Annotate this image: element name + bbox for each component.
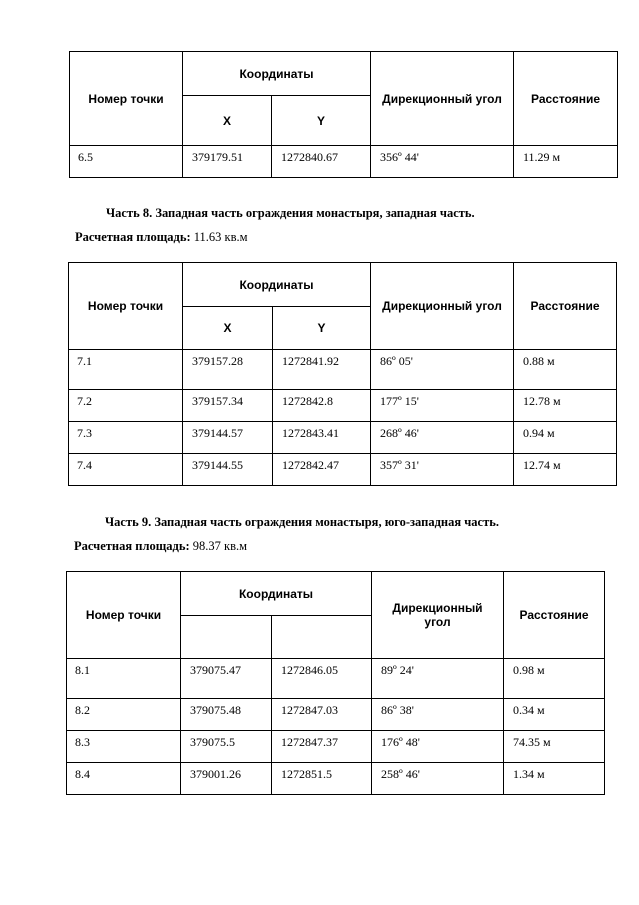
header-point-number: Номер точки bbox=[70, 52, 183, 146]
cell-point: 7.1 bbox=[69, 350, 183, 390]
header-direction-angle-line1: Дирекционный bbox=[392, 601, 483, 615]
part9-area-value: 98.37 кв.м bbox=[189, 539, 248, 553]
part8-area bbox=[75, 230, 248, 245]
cell-point: 8.2 bbox=[67, 699, 181, 731]
cell-y: 1272840.67 bbox=[272, 146, 371, 178]
cell-y: 1272842.47 bbox=[273, 454, 371, 486]
header-y: Y bbox=[272, 96, 371, 146]
cell-angle: 357º 31' bbox=[371, 454, 514, 486]
cell-angle: 258º 46' bbox=[372, 763, 504, 795]
cell-x: 379179.51 bbox=[183, 146, 272, 178]
table-row bbox=[69, 390, 617, 422]
header-y: Y bbox=[273, 307, 371, 350]
header-x: X bbox=[183, 96, 272, 146]
cell-x: 379157.34 bbox=[183, 390, 273, 422]
table-row bbox=[69, 350, 617, 390]
table-row bbox=[67, 699, 605, 731]
part8-area-label: Расчетная площадь: bbox=[75, 230, 191, 244]
cell-point: 8.1 bbox=[67, 659, 181, 699]
cell-distance: 1.34 м bbox=[504, 763, 605, 795]
header-distance: Расстояние bbox=[504, 572, 605, 659]
header-x-empty bbox=[181, 616, 272, 659]
cell-x: 379075.5 bbox=[181, 731, 272, 763]
header-direction-angle-line2: угол bbox=[424, 615, 451, 629]
part9-title bbox=[105, 515, 499, 530]
header-point-number: Номер точки bbox=[69, 263, 183, 350]
part9-area bbox=[74, 539, 247, 554]
cell-y: 1272847.03 bbox=[272, 699, 372, 731]
cell-point: 7.4 bbox=[69, 454, 183, 486]
header-coordinates: Координаты bbox=[183, 52, 371, 96]
cell-y: 1272847.37 bbox=[272, 731, 372, 763]
cell-distance: 0.88 м bbox=[514, 350, 617, 390]
cell-y: 1272843.41 bbox=[273, 422, 371, 454]
part8-area-value: 11.63 кв.м bbox=[190, 230, 248, 244]
coordinates-table-part9 bbox=[66, 571, 605, 795]
cell-x: 379144.57 bbox=[183, 422, 273, 454]
cell-distance: 0.34 м bbox=[504, 699, 605, 731]
coordinates-table-part7 bbox=[69, 51, 618, 178]
cell-point: 6.5 bbox=[70, 146, 183, 178]
header-direction-angle bbox=[372, 572, 504, 659]
table-row bbox=[69, 422, 617, 454]
cell-distance: 0.98 м bbox=[504, 659, 605, 699]
cell-distance: 74.35 м bbox=[504, 731, 605, 763]
cell-point: 7.3 bbox=[69, 422, 183, 454]
header-x: X bbox=[183, 307, 273, 350]
cell-x: 379075.48 bbox=[181, 699, 272, 731]
cell-x: 379075.47 bbox=[181, 659, 272, 699]
header-point-number: Номер точки bbox=[67, 572, 181, 659]
cell-distance: 12.74 м bbox=[514, 454, 617, 486]
header-distance: Расстояние bbox=[514, 263, 617, 350]
cell-angle: 177º 15' bbox=[371, 390, 514, 422]
cell-y: 1272851.5 bbox=[272, 763, 372, 795]
table-row bbox=[70, 146, 618, 178]
cell-angle: 86º 38' bbox=[372, 699, 504, 731]
header-y-empty bbox=[272, 616, 372, 659]
cell-angle: 86º 05' bbox=[371, 350, 514, 390]
cell-point: 7.2 bbox=[69, 390, 183, 422]
part8-title bbox=[106, 206, 475, 221]
cell-x: 379001.26 bbox=[181, 763, 272, 795]
cell-angle: 89º 24' bbox=[372, 659, 504, 699]
part8-title-text: Часть 8. Западная часть ограждения монастыря, западная часть. bbox=[106, 206, 475, 220]
cell-angle: 356º 44' bbox=[371, 146, 514, 178]
cell-y: 1272842.8 bbox=[273, 390, 371, 422]
table-row bbox=[67, 763, 605, 795]
cell-x: 379157.28 bbox=[183, 350, 273, 390]
cell-x: 379144.55 bbox=[183, 454, 273, 486]
header-distance: Расстояние bbox=[514, 52, 618, 146]
cell-distance: 11.29 м bbox=[514, 146, 618, 178]
cell-y: 1272846.05 bbox=[272, 659, 372, 699]
part9-area-label: Расчетная площадь: bbox=[74, 539, 190, 553]
part9-title-text: Часть 9. Западная часть ограждения монастыря, юго-западная часть. bbox=[105, 515, 499, 529]
table-row bbox=[67, 731, 605, 763]
header-direction-angle: Дирекционный угол bbox=[371, 263, 514, 350]
cell-distance: 0.94 м bbox=[514, 422, 617, 454]
coordinates-table-part8 bbox=[68, 262, 617, 486]
cell-point: 8.4 bbox=[67, 763, 181, 795]
cell-point: 8.3 bbox=[67, 731, 181, 763]
header-coordinates: Координаты bbox=[181, 572, 372, 616]
cell-angle: 268º 46' bbox=[371, 422, 514, 454]
cell-angle: 176º 48' bbox=[372, 731, 504, 763]
table-row bbox=[67, 659, 605, 699]
cell-y: 1272841.92 bbox=[273, 350, 371, 390]
table-row bbox=[69, 454, 617, 486]
header-direction-angle: Дирекционный угол bbox=[371, 52, 514, 146]
header-coordinates: Координаты bbox=[183, 263, 371, 307]
cell-distance: 12.78 м bbox=[514, 390, 617, 422]
